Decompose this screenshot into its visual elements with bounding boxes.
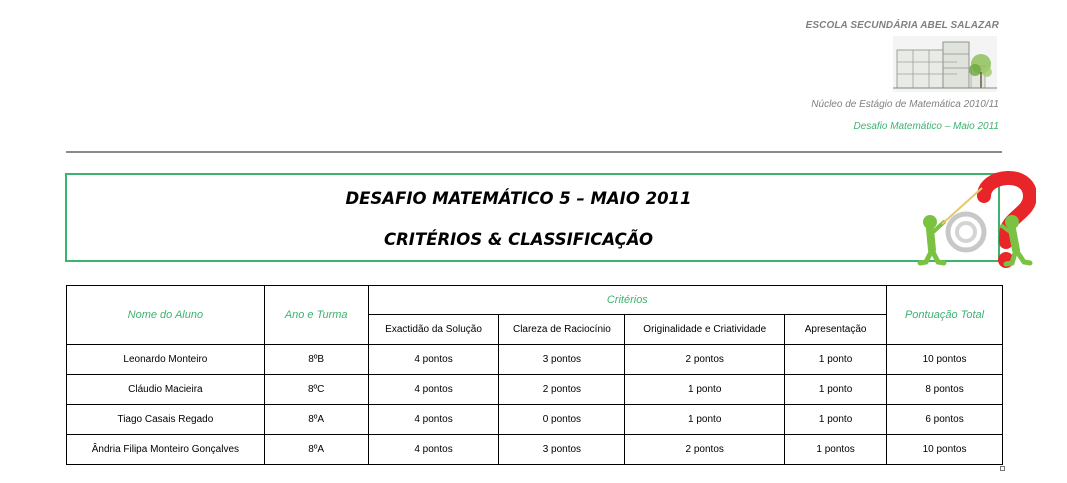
- header-criterion-3: Originalidade e Criatividade: [625, 315, 785, 345]
- score-criterion-1: 4 pontos: [368, 405, 499, 435]
- title-line-1: DESAFIO MATEMÁTICO 5 – MAIO 2011: [345, 189, 692, 208]
- score-criterion-3: 2 pontos: [625, 345, 785, 375]
- student-name: Leonardo Monteiro: [67, 345, 265, 375]
- table-row: [67, 405, 1003, 435]
- header-criterion-1: Exactidão da Solução: [368, 315, 499, 345]
- score-criterion-1: 4 pontos: [368, 375, 499, 405]
- question-mascot-icon: [912, 166, 1036, 270]
- header-year-class: Ano e Turma: [264, 286, 368, 345]
- student-year: 8ºA: [264, 435, 368, 465]
- nucleo-text: Núcleo de Estágio de Matemática 2010/11: [811, 99, 999, 110]
- student-year: 8ºA: [264, 405, 368, 435]
- header-criterion-4: Apresentação: [785, 315, 887, 345]
- score-criterion-1: 4 pontos: [368, 345, 499, 375]
- score-criterion-2: 3 pontos: [499, 345, 625, 375]
- classification-table: [66, 285, 1003, 465]
- score-total: 10 pontos: [887, 345, 1003, 375]
- student-year: 8ºC: [264, 375, 368, 405]
- score-total: 10 pontos: [887, 435, 1003, 465]
- header-criteria: Critérios: [368, 286, 886, 315]
- title-line-2: CRITÉRIOS & CLASSIFICAÇÃO: [383, 230, 653, 249]
- table-resize-handle[interactable]: [1000, 466, 1005, 471]
- score-total: 6 pontos: [887, 405, 1003, 435]
- score-criterion-1: 4 pontos: [368, 435, 499, 465]
- table-row: [67, 375, 1003, 405]
- table-row: [67, 435, 1003, 465]
- score-criterion-2: 3 pontos: [499, 435, 625, 465]
- student-name: Cláudio Macieira: [67, 375, 265, 405]
- score-criterion-4: 1 ponto: [785, 405, 887, 435]
- student-name: Tiago Casais Regado: [67, 405, 265, 435]
- table-row: [67, 345, 1003, 375]
- score-criterion-4: 1 pontos: [785, 435, 887, 465]
- score-criterion-2: 0 pontos: [499, 405, 625, 435]
- student-name: Ândria Filipa Monteiro Gonçalves: [67, 435, 265, 465]
- title-box: [65, 173, 1000, 262]
- score-criterion-3: 1 ponto: [625, 375, 785, 405]
- score-total: 8 pontos: [887, 375, 1003, 405]
- student-year: 8ºB: [264, 345, 368, 375]
- score-criterion-4: 1 ponto: [785, 345, 887, 375]
- header-criterion-2: Clareza de Raciocínio: [499, 315, 625, 345]
- score-criterion-4: 1 ponto: [785, 375, 887, 405]
- score-criterion-2: 2 pontos: [499, 375, 625, 405]
- header-total-score: Pontuação Total: [887, 286, 1003, 345]
- desafio-subtitle: Desafio Matemático – Maio 2011: [853, 121, 999, 132]
- score-criterion-3: 2 pontos: [625, 435, 785, 465]
- school-name: ESCOLA SECUNDÁRIA ABEL SALAZAR: [805, 20, 999, 31]
- header-student-name: Nome do Aluno: [67, 286, 265, 345]
- school-logo: [893, 36, 997, 92]
- score-criterion-3: 1 ponto: [625, 405, 785, 435]
- header-divider: [66, 151, 1002, 153]
